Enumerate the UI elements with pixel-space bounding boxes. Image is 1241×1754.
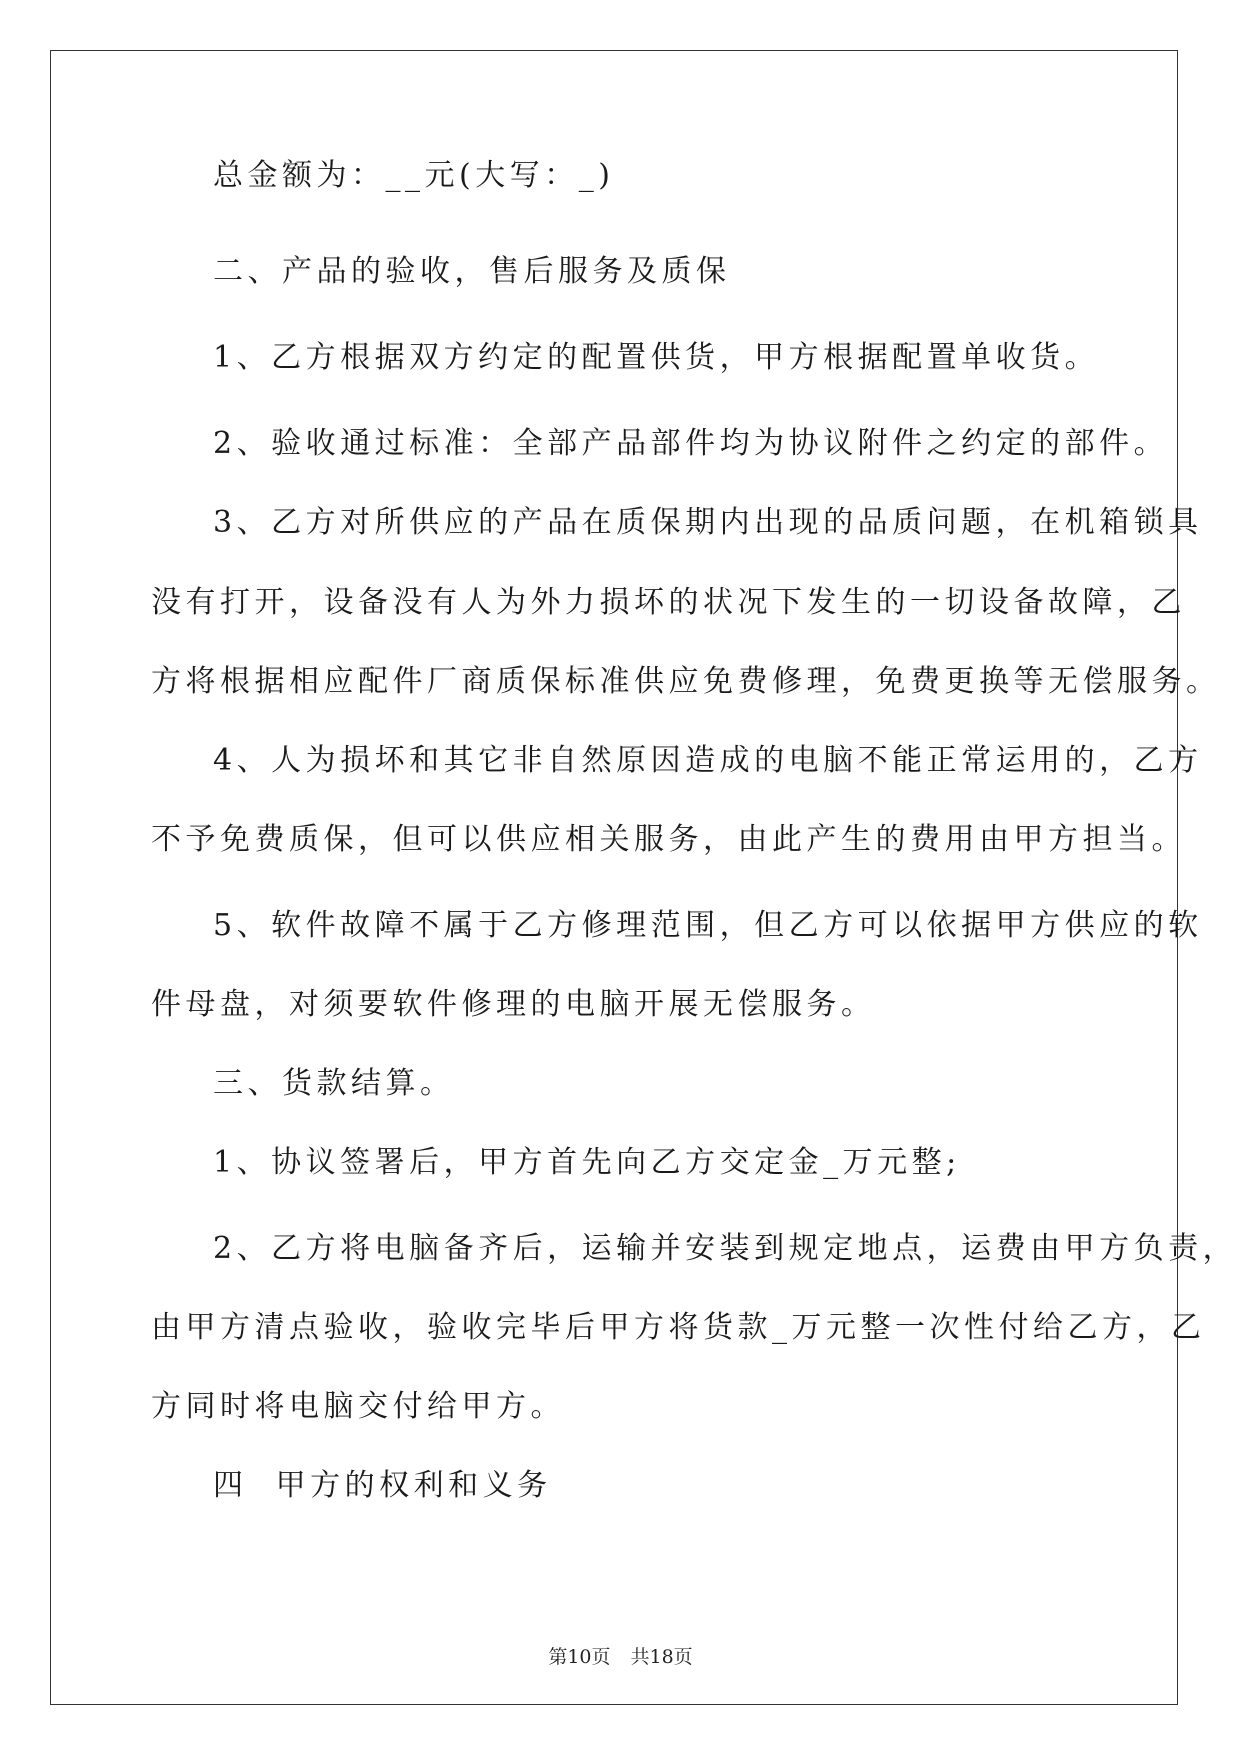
- text-line: 5、软件故障不属于乙方修理范围，但乙方可以依据甲方供应的软: [213, 908, 1203, 943]
- section-heading: 二、产品的验收，售后服务及质保: [213, 254, 731, 289]
- text-line: 不予免费质保，但可以供应相关服务，由此产生的费用由甲方担当。: [151, 822, 1186, 857]
- section-heading: 四 甲方的权利和义务: [213, 1468, 552, 1503]
- text-line: 方同时将电脑交付给甲方。: [151, 1389, 565, 1424]
- text-line: 由甲方清点验收，验收完毕后甲方将货款_万元整一次性付给乙方，乙: [151, 1310, 1206, 1345]
- text-line: 1、乙方根据双方约定的配置供货，甲方根据配置单收货。: [213, 340, 1100, 375]
- text-line: 4、人为损坏和其它非自然原因造成的电脑不能正常运用的，乙方: [213, 743, 1203, 778]
- current-page: 第10页: [548, 1646, 611, 1668]
- page-number-footer: [0, 1645, 1241, 1669]
- text-line: 件母盘，对须要软件修理的电脑开展无偿服务。: [151, 987, 876, 1022]
- text-line: 2、乙方将电脑备齐后，运输并安装到规定地点，运费由甲方负责，: [213, 1231, 1238, 1266]
- section-heading: 三、货款结算。: [213, 1066, 455, 1101]
- text-line: 没有打开，设备没有人为外力损坏的状况下发生的一切设备故障，乙: [151, 585, 1186, 620]
- total-pages: 共18页: [630, 1646, 693, 1668]
- text-line: 1、协议签署后，甲方首先向乙方交定金_万元整;: [213, 1145, 961, 1180]
- text-line: 3、乙方对所供应的产品在质保期内出现的品质问题，在机箱锁具: [213, 505, 1203, 540]
- text-line: 2、验收通过标准：全部产品部件均为协议附件之约定的部件。: [213, 426, 1169, 461]
- page-border: [50, 50, 1178, 1705]
- text-line: 总金额为：__元(大写：_): [213, 158, 615, 193]
- text-line: 方将根据相应配件厂商质保标准供应免费修理，免费更换等无偿服务。: [151, 664, 1221, 699]
